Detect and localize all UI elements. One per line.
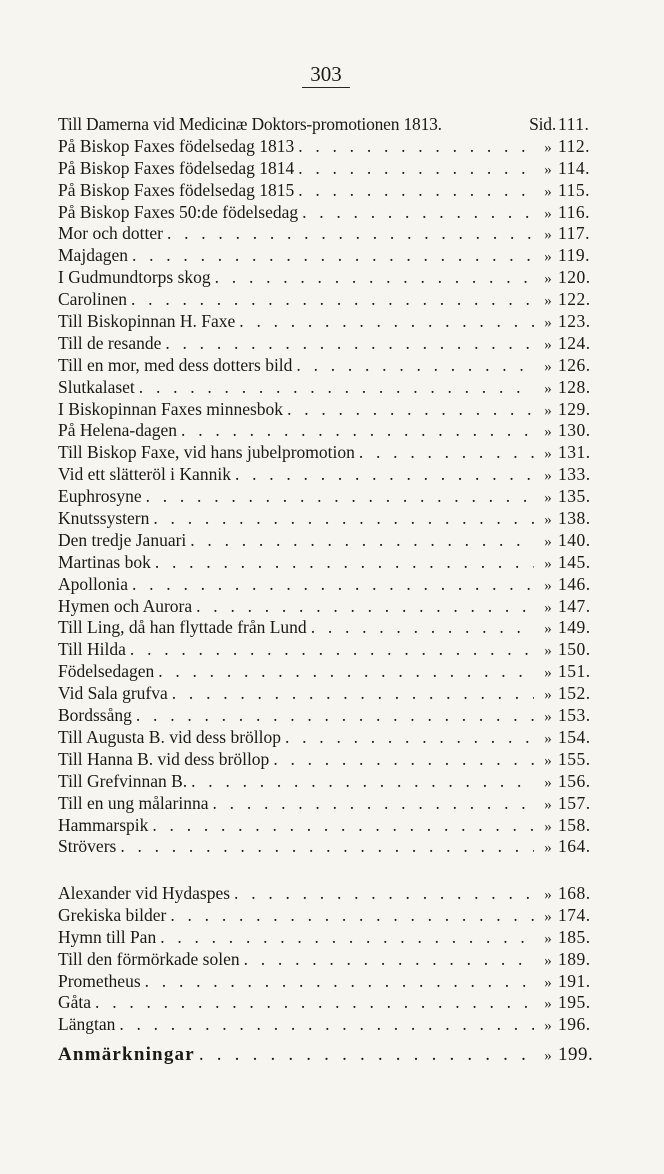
ditto-mark: » bbox=[544, 952, 552, 969]
toc-entry bbox=[58, 508, 596, 530]
ditto-mark: » bbox=[544, 358, 552, 375]
ditto-mark: » bbox=[544, 840, 552, 857]
dot-leader bbox=[191, 771, 534, 793]
toc-entry bbox=[58, 596, 596, 618]
toc-entry-page: 149. bbox=[558, 617, 591, 638]
toc-entry bbox=[58, 927, 596, 949]
toc-entry bbox=[58, 420, 596, 442]
toc-entry-page: 150. bbox=[558, 639, 591, 660]
dot-leader bbox=[239, 311, 534, 333]
toc-entry-title: Alexander vid Hydaspes bbox=[58, 883, 231, 903]
toc-entry-page: 147. bbox=[558, 595, 591, 616]
dot-leader bbox=[136, 705, 534, 727]
toc-entry-title: Till Augusta B. vid dess bröllop bbox=[58, 726, 281, 747]
toc-entry-page: 152. bbox=[558, 683, 591, 704]
dot-leader bbox=[132, 574, 534, 596]
toc-entry-page: 168. bbox=[558, 883, 591, 903]
dot-leader bbox=[287, 399, 534, 421]
toc-entry-page: 130. bbox=[558, 420, 591, 441]
toc-entry-title: Vid ett slätteröl i Kannik bbox=[58, 464, 231, 485]
toc-entry-page: 116. bbox=[558, 201, 590, 222]
toc-entry bbox=[58, 971, 596, 993]
ditto-mark: » bbox=[544, 665, 552, 682]
toc-entry bbox=[58, 180, 596, 202]
dot-leader bbox=[119, 1014, 534, 1036]
toc-entry-title: På Biskop Faxes 50:de födelsedag bbox=[58, 201, 299, 222]
ditto-mark: » bbox=[544, 730, 552, 747]
ditto-mark: » bbox=[544, 271, 552, 288]
toc-entry-page: 117. bbox=[558, 223, 590, 244]
toc-entry-title: Hammarspik bbox=[58, 814, 149, 835]
dot-leader bbox=[139, 377, 534, 399]
toc-section-poems bbox=[58, 136, 596, 858]
ditto-mark: » bbox=[544, 621, 552, 638]
toc-entry bbox=[58, 202, 596, 224]
toc-entry bbox=[58, 267, 596, 289]
ditto-mark: » bbox=[544, 709, 552, 726]
ditto-mark: » bbox=[544, 183, 552, 200]
dot-leader bbox=[120, 836, 534, 858]
page-number: 303 bbox=[0, 62, 652, 88]
toc-entry-page: 196. bbox=[558, 1014, 591, 1035]
toc-entry-title: Till en ung målarinna bbox=[58, 792, 209, 813]
toc-entry bbox=[58, 311, 596, 333]
toc-entry bbox=[58, 815, 596, 837]
toc-entry-title: Till Hanna B. vid dess bröllop bbox=[58, 748, 270, 769]
dot-leader bbox=[165, 333, 534, 355]
toc-entry bbox=[58, 836, 596, 858]
toc-entry-title: Euphrosyne bbox=[58, 486, 142, 507]
ditto-mark: » bbox=[544, 908, 552, 925]
dot-leader bbox=[296, 355, 534, 377]
toc-entry-title: På Biskop Faxes födelsedag 1814 bbox=[58, 157, 295, 178]
toc-entry-page: 124. bbox=[558, 332, 591, 353]
toc-entry-title: Till Biskopinnan H. Faxe bbox=[58, 311, 236, 332]
toc-entry bbox=[58, 355, 596, 377]
dot-leader bbox=[167, 223, 534, 245]
dot-leader bbox=[160, 927, 534, 949]
dot-leader bbox=[145, 971, 534, 993]
ditto-mark: » bbox=[544, 139, 552, 156]
dot-leader bbox=[234, 883, 534, 905]
toc-entry bbox=[58, 486, 596, 508]
toc-entry-title: Knutssystern bbox=[58, 508, 150, 529]
toc-entry bbox=[58, 399, 596, 421]
toc-entry-title: Hymen och Aurora bbox=[58, 595, 193, 616]
dot-leader bbox=[155, 552, 534, 574]
dot-leader bbox=[273, 749, 534, 771]
toc-entry-title: Till en mor, med dess dotters bild bbox=[58, 354, 293, 375]
toc-entry bbox=[58, 639, 596, 661]
ditto-mark: » bbox=[544, 818, 552, 835]
toc-entry bbox=[58, 705, 596, 727]
toc-entry bbox=[58, 992, 596, 1014]
ditto-mark: » bbox=[544, 996, 552, 1013]
toc-entry-title: Längtan bbox=[58, 1014, 116, 1035]
toc-entry bbox=[58, 289, 596, 311]
ditto-mark: » bbox=[544, 774, 552, 791]
ditto-mark: » bbox=[544, 424, 552, 441]
ditto-mark: » bbox=[544, 512, 552, 529]
toc-entry-title: Till Grefvinnan B. bbox=[58, 770, 188, 791]
toc-entry bbox=[58, 158, 596, 180]
ditto-mark: » bbox=[544, 227, 552, 244]
toc-entry bbox=[58, 617, 596, 639]
toc-entry-page: 185. bbox=[558, 926, 591, 947]
toc-entry-page: 189. bbox=[558, 948, 591, 969]
toc-entry-title: Hymn till Pan bbox=[58, 926, 157, 947]
dot-leader bbox=[190, 530, 534, 552]
final-entry-title: Anmärkningar bbox=[58, 1044, 195, 1065]
toc-entry bbox=[58, 1014, 596, 1036]
toc-entry bbox=[58, 771, 596, 793]
toc-entry bbox=[58, 223, 596, 245]
dot-leader bbox=[199, 1044, 534, 1066]
toc-heading-page: 111. bbox=[558, 114, 590, 134]
toc-entry bbox=[58, 464, 596, 486]
toc-entry-page: 138. bbox=[558, 508, 591, 529]
toc-entry-page: 122. bbox=[558, 289, 591, 310]
dot-leader bbox=[196, 596, 534, 618]
toc-entry-page: 155. bbox=[558, 748, 591, 769]
toc-entry-title: Slutkalaset bbox=[58, 376, 135, 397]
toc-entry-title: Apollonia bbox=[58, 573, 128, 594]
dot-leader bbox=[146, 486, 534, 508]
toc-entry-title: Vid Sala grufva bbox=[58, 683, 168, 704]
ditto-mark: » bbox=[544, 887, 552, 903]
dot-leader bbox=[235, 464, 534, 486]
toc-entry-title: Födelsedagen bbox=[58, 661, 155, 682]
dot-leader bbox=[244, 949, 534, 971]
dot-leader bbox=[181, 420, 534, 442]
toc-entry-title: Till Hilda bbox=[58, 639, 126, 660]
toc-entry bbox=[58, 949, 596, 971]
toc-entry bbox=[58, 333, 596, 355]
toc-entry-title: Bordssång bbox=[58, 705, 132, 726]
toc-entry-page: 115. bbox=[558, 179, 590, 200]
ditto-mark: » bbox=[544, 752, 552, 769]
toc-entry-page: 154. bbox=[558, 726, 591, 747]
toc-entry-title: Till den förmörkade solen bbox=[58, 948, 240, 969]
ditto-mark: » bbox=[544, 161, 552, 178]
dot-leader bbox=[311, 617, 534, 639]
toc-entry-title: Till Biskop Faxe, vid hans jubelpromotion bbox=[58, 442, 355, 463]
toc-heading-entry bbox=[58, 114, 596, 136]
toc-entry-page: 112. bbox=[558, 135, 590, 156]
table-of-contents bbox=[58, 114, 596, 858]
ditto-mark: » bbox=[544, 1048, 552, 1064]
toc-entry-page: 191. bbox=[558, 970, 591, 991]
toc-entry-title: Carolinen bbox=[58, 289, 128, 310]
ditto-mark: » bbox=[544, 380, 552, 397]
toc-entry-title: På Biskop Faxes födelsedag 1815 bbox=[58, 179, 295, 200]
toc-entry-page: 157. bbox=[558, 792, 591, 813]
toc-entry-title: Den tredje Januari bbox=[58, 529, 187, 550]
dot-leader bbox=[298, 136, 534, 158]
dot-leader bbox=[130, 639, 534, 661]
toc-entry-page: 153. bbox=[558, 705, 591, 726]
toc-entry-page: 133. bbox=[558, 464, 591, 485]
toc-entry bbox=[58, 661, 596, 683]
toc-heading-title: Till Damerna vid Medicinæ Doktors-promotionen 1813. bbox=[58, 114, 442, 134]
toc-entry-page: 126. bbox=[558, 354, 591, 375]
toc-entry-page: 156. bbox=[558, 770, 591, 791]
toc-entry-page: 145. bbox=[558, 551, 591, 572]
toc-entry bbox=[58, 377, 596, 399]
toc-entry-page: 114. bbox=[558, 157, 590, 178]
toc-entry-page: 135. bbox=[558, 486, 591, 507]
toc-entry bbox=[58, 793, 596, 815]
toc-entry bbox=[58, 727, 596, 749]
toc-entry bbox=[58, 883, 596, 905]
toc-entry-title: Prometheus bbox=[58, 970, 141, 991]
toc-entry-title: Till Ling, då han flyttade från Lund bbox=[58, 617, 307, 638]
dot-leader bbox=[298, 158, 534, 180]
dot-leader bbox=[95, 992, 534, 1014]
dot-leader bbox=[172, 683, 534, 705]
toc-entry bbox=[58, 442, 596, 464]
ditto-mark: » bbox=[544, 974, 552, 991]
toc-entry-title: Till de resande bbox=[58, 332, 162, 353]
dot-leader bbox=[152, 815, 534, 837]
toc-entry-title: Gåta bbox=[58, 992, 92, 1013]
toc-section-later-poems bbox=[58, 883, 596, 1036]
ditto-mark: » bbox=[544, 643, 552, 660]
ditto-mark: » bbox=[544, 446, 552, 463]
ditto-mark: » bbox=[544, 796, 552, 813]
toc-entry bbox=[58, 683, 596, 705]
toc-entry-title: Mor och dotter bbox=[58, 223, 163, 244]
ditto-mark: » bbox=[544, 533, 552, 550]
toc-entry-page: 120. bbox=[558, 267, 591, 288]
toc-entry-title: Martinas bok bbox=[58, 551, 151, 572]
dot-leader bbox=[131, 289, 534, 311]
ditto-mark: » bbox=[544, 315, 552, 332]
dot-leader bbox=[298, 180, 534, 202]
ditto-mark: » bbox=[544, 599, 552, 616]
toc-entry-page: 164. bbox=[558, 836, 591, 857]
dot-leader bbox=[170, 905, 534, 927]
toc-entry-title: Strövers bbox=[58, 836, 117, 857]
ditto-mark: » bbox=[544, 1018, 552, 1035]
toc-entry bbox=[58, 136, 596, 158]
dot-leader bbox=[213, 793, 534, 815]
toc-entry bbox=[58, 574, 596, 596]
ditto-mark: » bbox=[544, 205, 552, 222]
dot-leader bbox=[302, 202, 534, 224]
ditto-mark: » bbox=[544, 468, 552, 485]
ditto-mark: » bbox=[544, 402, 552, 419]
toc-entry-page: 146. bbox=[558, 573, 591, 594]
toc-entry-page: 174. bbox=[558, 904, 591, 925]
dot-leader bbox=[132, 245, 534, 267]
toc-entry-title: I Biskopinnan Faxes minnesbok bbox=[58, 398, 284, 419]
toc-entry-title: Grekiska bilder bbox=[58, 904, 167, 925]
ditto-mark: » bbox=[544, 293, 552, 310]
dot-leader bbox=[215, 267, 534, 289]
toc-entry-page: 158. bbox=[558, 814, 591, 835]
ditto-mark: » bbox=[544, 930, 552, 947]
dot-leader bbox=[359, 442, 534, 464]
ditto-mark: » bbox=[544, 336, 552, 353]
dot-leader bbox=[285, 727, 534, 749]
ditto-mark: » bbox=[544, 687, 552, 704]
toc-entry-page: 131. bbox=[558, 442, 591, 463]
toc-entry-page: 128. bbox=[558, 376, 591, 397]
final-entry-page: 199. bbox=[558, 1044, 594, 1065]
toc-entry-title: Majdagen bbox=[58, 245, 128, 266]
ditto-mark: » bbox=[544, 577, 552, 594]
toc-final-entry bbox=[58, 1044, 596, 1068]
toc-entry bbox=[58, 749, 596, 771]
toc-entry bbox=[58, 552, 596, 574]
ditto-mark: » bbox=[544, 490, 552, 507]
toc-entry bbox=[58, 905, 596, 927]
ditto-mark: » bbox=[544, 249, 552, 266]
toc-entry-title: På Biskop Faxes födelsedag 1813 bbox=[58, 135, 295, 156]
ditto-mark: » bbox=[544, 555, 552, 572]
toc-entry-page: 119. bbox=[558, 245, 590, 266]
toc-entry-page: 140. bbox=[558, 529, 591, 550]
toc-entry-title: På Helena-dagen bbox=[58, 420, 178, 441]
sid-label: Sid. bbox=[529, 114, 556, 134]
toc-entry-page: 129. bbox=[558, 398, 591, 419]
toc-entry-title: I Gudmundtorps skog bbox=[58, 267, 211, 288]
dot-leader bbox=[158, 661, 534, 683]
toc-entry-page: 123. bbox=[558, 311, 591, 332]
toc-entry bbox=[58, 245, 596, 267]
toc-entry bbox=[58, 530, 596, 552]
dot-leader bbox=[153, 508, 534, 530]
toc-entry-page: 151. bbox=[558, 661, 591, 682]
toc-entry-page: 195. bbox=[558, 992, 591, 1013]
